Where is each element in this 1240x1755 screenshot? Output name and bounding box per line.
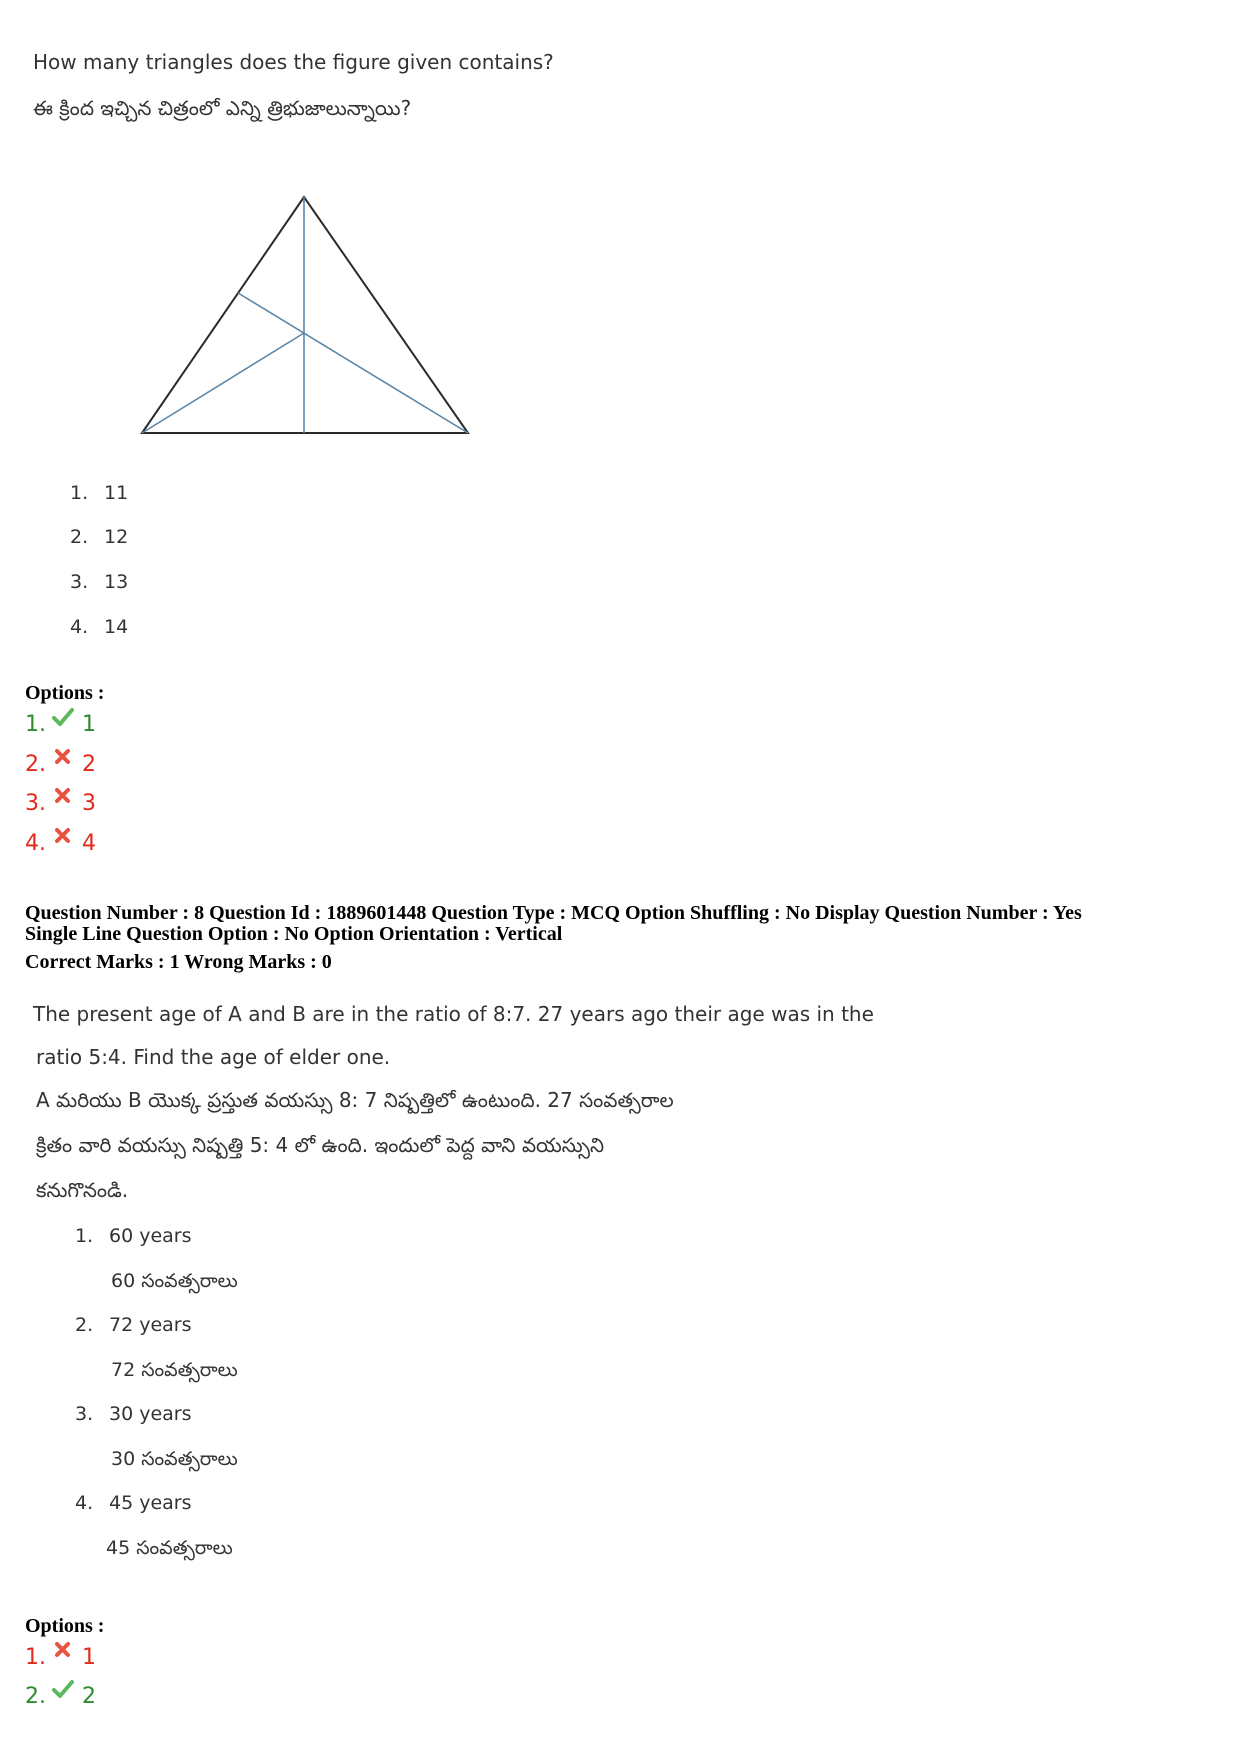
choice-4-te: 45 సంవత్సరాలు <box>106 1537 233 1559</box>
option-2-wrong: 2. 2 <box>25 752 96 777</box>
choice-2-te: 72 సంవత్సరాలు <box>111 1359 238 1381</box>
triangle-figure <box>120 170 480 450</box>
option-1-wrong: 1. 1 <box>25 1645 96 1670</box>
choice-1-te: 60 సంవత్సరాలు <box>111 1270 238 1292</box>
triangle-inner-lines <box>142 197 468 433</box>
option-4-wrong: 4. 4 <box>25 831 96 856</box>
choice-3-te: 30 సంవత్సరాలు <box>111 1448 238 1470</box>
cross-icon <box>52 746 74 768</box>
cross-icon <box>52 1639 74 1661</box>
question-text-te: ఈ క్రింద ఇచ్చిన చిత్రంలో ఎన్ని త్రిభుజాలున్నాయి? <box>33 96 412 120</box>
option-1-correct: 1. 1 <box>25 712 96 737</box>
question-meta-line-2: Single Line Question Option : No Option Orientation : Vertical <box>25 923 563 945</box>
question-text-en-line-1: The present age of A and B are in the ratio of 8:7. 27 years ago their age was in the <box>33 1002 874 1026</box>
cross-icon <box>52 785 74 807</box>
choice-4: 4. 14 <box>70 616 129 638</box>
check-icon <box>52 706 74 728</box>
options-heading: Options : <box>25 1615 105 1637</box>
question-text-en: How many triangles does the figure given contains? <box>33 50 554 74</box>
check-icon <box>52 1678 74 1700</box>
choice-3: 3. 30 years <box>75 1403 192 1425</box>
question-meta-line-1: Question Number : 8 Question Id : 1889601448 Question Type : MCQ Option Shuffling : No Display Question Number : Yes <box>25 902 1082 924</box>
choice-2: 2. 72 years <box>75 1314 192 1336</box>
option-3-wrong: 3. 3 <box>25 791 96 816</box>
triangle-outline <box>142 197 468 433</box>
option-2-correct: 2. 2 <box>25 1684 96 1709</box>
choice-2: 2. 12 <box>70 526 129 548</box>
question-text-te-line-1: A మరియు B యొక్క ప్రస్తుత వయస్సు 8: 7 నిష్పత్తిలో ఉంటుంది. 27 సంవత్సరాల <box>36 1088 674 1112</box>
question-text-te-line-3: కనుగొనండి. <box>36 1178 129 1202</box>
choice-4: 4. 45 years <box>75 1492 192 1514</box>
question-text-en-line-2: ratio 5:4. Find the age of elder one. <box>36 1045 391 1069</box>
question-meta-line-3: Correct Marks : 1 Wrong Marks : 0 <box>25 951 332 973</box>
choice-1: 1. 60 years <box>75 1225 192 1247</box>
choice-3: 3. 13 <box>70 571 129 593</box>
choice-1: 1. 11 <box>70 482 129 504</box>
options-heading: Options : <box>25 682 105 704</box>
question-text-te-line-2: క్రితం వారి వయస్సు నిష్పత్తి 5: 4 లో ఉంది. ఇందులో పెద్ద వాని వయస్సుని <box>36 1133 604 1157</box>
cross-icon <box>52 825 74 847</box>
